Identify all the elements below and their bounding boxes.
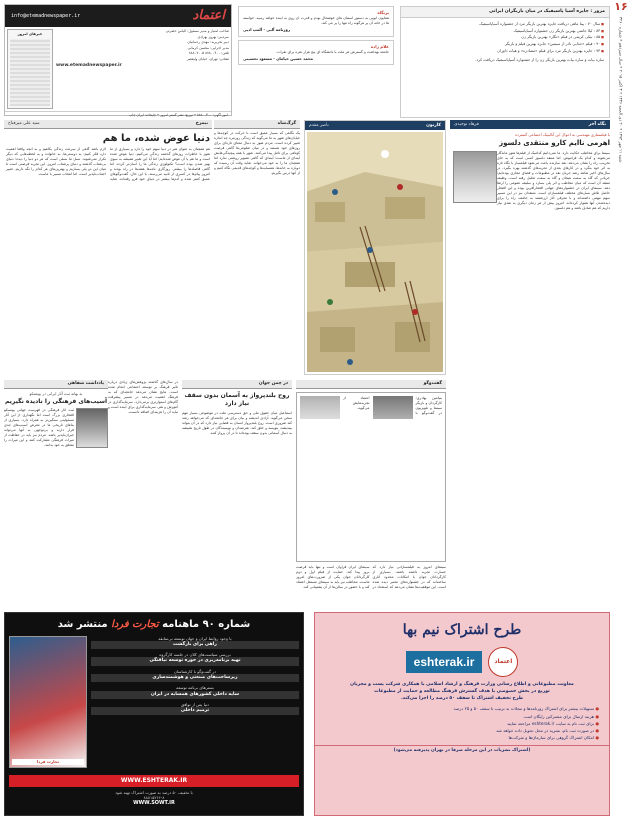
credit-line: تلفن: ۸۸۸۰۰۴۰۰ ۸۸۸۰۷۰۰۵: [188, 51, 229, 56]
front-page-thumbnail: [7, 29, 53, 109]
note-section: [4, 380, 108, 606]
interview-section: [296, 380, 446, 606]
article-headline: روح بلندپرواز به آسمان بدون سقف نیاز دارد: [184, 392, 290, 408]
magazine-brand: تجارت فردا: [111, 619, 159, 630]
list-item: دنیا پس از توافق ترمیم داخلی: [91, 702, 299, 716]
section-title: گفت‌وگو: [423, 381, 442, 387]
list-item: ■ ۸۳ : لیلا حاتمی بهترین بازیگر زن جشنواره آسیاپاسیفیک: [406, 28, 604, 33]
ad-title-suffix: منتشر شد: [57, 619, 108, 630]
awards-review-footer: ساره بیات و ساره بیات بهترین بازیگر زن را از جشنواره آسیاپاسیفیک دریافت کرد.: [475, 57, 604, 63]
news-box-source: روزنامه آلبی - آلمپ ادیی: [243, 27, 291, 33]
ad-line: توزیع در بخش خصوصی با هدف گسترش فرهنگ مطالعه و حمایت از مطبوعات: [374, 689, 550, 695]
list-item: بررسی سیاست‌های کلان در جلسه کارگروه تهیه برنامه‌ریزی در حوزه توسعه نیافتگی: [91, 652, 299, 666]
page-side-strip: [612, 0, 630, 300]
thumbnail-title: خبرهای امروز: [17, 32, 43, 36]
section-header: [305, 121, 445, 130]
ad-title: [5, 613, 303, 632]
list-item: ■ ۹۳ : جایزه بهترین بازیگر مرد برای فیلم «مصادره» و هیات داوران: [406, 48, 604, 53]
ad-website[interactable]: WWW.SOWT.IR: [133, 800, 175, 807]
article-text: ثبت آثار فرهنگی در فهرست جهانی یونسکو افتخاری بزرگ است اما نگهداری از این آثار مسئولیتی سنگین‌تر به همراه دارد. بسیاری از بناهای تاریخی ما در معرض آسیب‌های جدی قرار دارند و بی‌توجهی به آنها می‌تواند جبران‌ناپذیر باشد. مردم نیز باید در حفاظت از میراث فرهنگی مشارکت کنند و این میراث را متعلق به خود بدانند.: [4, 408, 74, 448]
cartoon-rooftops-illustration: [307, 132, 443, 372]
article-kicker: به بهانه ثبت آثار ایرانی در یونسکو: [29, 391, 83, 396]
magazine-cover-caption: تجارت فردا: [12, 759, 84, 764]
article-body: در سال‌های گذشته پژوهش‌های زیادی درباره تاثیر فرهنگ بر توسعه اجتماعی انجام شده است. نتایج نشان می‌دهد جامعه‌ای که به فرهنگ اهمیت می‌دهد در مسیر پیشرفت گام‌های استوارتری برمی‌دارد. سرمایه‌گذاری در آموزش و هنر، سرمایه‌گذاری برای آینده است و نباید آن را هزینه‌ای اضافه دانست.: [108, 380, 178, 415]
subscription-ad[interactable]: [314, 612, 610, 816]
section-header: [450, 120, 610, 129]
masthead-website[interactable]: www.etemadnewspaper.ir: [56, 63, 122, 69]
news-box-text: همایون ایوبی به دستور آسمان های خوشحال بودم و قدرت آن روی به آینده خواهد رسید. خواسته ها در خانه آن پر هرگونه راه تنها را پر می کند.: [243, 16, 389, 26]
awards-list: [401, 18, 609, 57]
page-number: ۱۶: [614, 0, 628, 13]
ad-domain-link[interactable]: eshterak.ir: [406, 651, 483, 673]
section-title: کارتون: [426, 122, 441, 128]
list-item: ■ سال ۷۰ : پیتا ماهی دریافت جایزه بهترین بازیگر مرد از جشنواره آسیاپاسیفیک: [406, 21, 604, 26]
section-header: [296, 380, 446, 389]
awards-review-box: [400, 6, 610, 118]
section-header: [4, 120, 212, 129]
masthead-logo-band: [5, 5, 231, 27]
masthead-credits: [56, 29, 229, 109]
cartoon-illustration: [307, 132, 443, 372]
ad-logo-box: [377, 646, 547, 678]
news-box-source: محمد حسین خیامان - مسعود تحسینی: [243, 56, 313, 61]
credit-line: دبیر تحریریه: مهدی رحمانیان: [187, 40, 229, 45]
section-author: ناصر مقدم: [309, 122, 329, 128]
ad-contact-line: با تخفیف ۵۰ درصد به صورت اشتراک تهیه شود: [115, 789, 193, 795]
list-item: ● امکان اشتراک گروهی برای سازمان‌ها و شرکت‌ها: [325, 735, 599, 741]
issue-info-vertical: شنبه ۱۱ مهر ۱۳۹۴ • ۲۰ ذی الحجه ۱۴۳۶ • ۳ اکتبر ۲۰۱۵ • سال سیزدهم • شماره ۳۲۶۰: [618, 16, 624, 163]
article-text: سینما برای مخاطب حکایت دارد. ما نمی‌دانیم کدامیک از فیلم‌ها هنوز ماندگار می‌شوند و کدام یک فراموش. اما منتقد دلسوز کسی است که به جای تخریب، راه را نشان می‌دهد. نقد سازنده باعث می‌شود فیلمساز با نگاه تازه به اثر خود بنگرد و در کارهای بعدی از تجربه‌های گذشته بهره بگیرد. در سال‌های اخیر شاهد رشد جریان نقد در مطبوعات و فضای مجازی بوده‌ایم؛ جریانی که گاه به سمت هیجان و گاه به سمت تحلیل رفته است. وظیفه منتقد آن است که میان مخاطب و اثر پلی بسازد و سلیقه عمومی را ارتقا دهد. سینمای ایران در جشنواره‌های جهانی افتخارآفرین بوده و این افتخار حاصل تلاش نسل‌های مختلف فیلمسازان است. منتقدان نیز در این مسیر سهم مهمی داشته‌اند و با معرفی آثار ارزشمند به جامعه، راه را برای دیده‌شدن آنها هموار کرده‌اند. امروز بیش از هر زمان دیگری به نقدی نیاز داریم که هم صادق باشد و هم دلسوز.: [497, 150, 610, 210]
column-middle: [214, 120, 300, 375]
ad-line: معاونت مطبوعاتی و اطلاع رسانی وزارت فرهنگ و ارشاد اسلامی با همکاری شرکت پست و مجریان: [350, 681, 574, 687]
ad-cta-link[interactable]: WWW.ESHTERAK.IR: [9, 775, 299, 787]
news-box-text: جامعه بهداشت و گسترش هر ملت با دانشگاه ای پنج هزار نفره برای نفرات.: [276, 49, 389, 54]
list-item: ● در صورت ثبت نام، نشریه در محل تحویل داده خواهد شد: [325, 728, 599, 734]
section-author: فرهاد توحیدی: [454, 121, 479, 127]
interview-card-text: بنیامین بهادری؛ کارگردان و بازیگر سینما و تلویزیون در گفت‌وگو با اعتماد از تجربه‌هایش می‌گوید.: [343, 396, 442, 416]
article-body: سینمای امروز به فیلمسازانی نیاز دارد که جسارت تجربه داشته باشند. بسیاری از کارگردانان جوان با امکانات محدود آثاری ساخته‌اند که در جشنواره‌های معتبر دیده شده است. این موفقیت‌ها نشان می‌دهد که استعداد در سینمای ایران فراوان است و تنها باید فرصت بروز پیدا کند. حمایت از فیلم اول و دوم کارگردانان جوان یکی از ضرورت‌های امروز ماست. مخاطب نیز باید به سینمای مستقل اعتماد کند و با حضور در سالن‌ها از آن پشتیبانی کند.: [296, 565, 446, 590]
ad-body: [5, 632, 303, 772]
ad-title: طرح اشتراک نیم بها: [402, 622, 522, 638]
list-item: ■ ۸۵ : نیکی کریمی در فیلم «نگار» بهترین بازیگر زن: [406, 34, 604, 39]
ad-title-prefix: شماره ۹۰ ماهنامه: [162, 619, 251, 630]
interview-card: [296, 392, 446, 562]
article-kicker: با فیلمسازی مهندسی به احوال این آنالیتیک اجتماعی گسترده: [515, 132, 610, 137]
awards-review-header: مرور : جایزه آسیا پاسیفیک در میان بازیگران ایرانی: [401, 7, 609, 18]
credit-line: مدیر اجرایی: محسن کرمانی: [187, 45, 229, 50]
credit-line: نشانی: تهران، خیابان ولیعصر: [186, 56, 229, 61]
article-body: یک نگاهی که بسیار عمیق است با حرکت در کوچه‌ها و خیابان‌های شهر به ما می‌گوید که زندگی روزمره چه اندازه تغییر کرده است. مردم هنوز به دنبال معنای تازه‌ای برای روزهای خود هستند و در میان شلوغی‌ها گاهی فرصت کوتاهی برای تامل پیدا می‌کنند. شهر با همه پیچیدگی‌هایش آینه‌ای از ماست؛ آینه‌ای که گاهی تصویر روشنی ندارد اما همچنان ما را به خود می‌خواند. شاید وقت آن رسیده که دوباره به خانه‌ها، همسایه‌ها و کوچه‌های قدیمی نگاه کنیم و از آنها درس بگیریم.: [214, 131, 300, 176]
ad-items: [91, 636, 299, 768]
ad-badge-logo: اعتماد: [488, 647, 518, 677]
article-headline: اهرمی ناایم کارو منتقدی دلسوز: [499, 139, 610, 148]
list-item: بسترهای برنامه توسعه سایه داخلی کشورهای همسایه در ایران: [91, 685, 299, 699]
magazine-cover: [9, 636, 87, 768]
news-box-kicker: غلام زاده: [370, 43, 389, 49]
cartoon-box: [304, 120, 446, 375]
author-portrait: [76, 408, 108, 448]
news-box: [238, 40, 394, 66]
news-boxes: [238, 6, 394, 118]
masthead: [4, 4, 232, 116]
ad-bullets: [325, 706, 599, 740]
masthead-body: [5, 27, 231, 111]
list-item: ● برای ثبت نام به سایت eshterak.ir مراجعه نمایید: [325, 721, 599, 727]
section-header: [4, 380, 108, 389]
list-item: ■ ۹۰ : فیلم «جدایی نادر از سیمین» جایزه بهترین فیلم و بازیگر: [406, 41, 604, 46]
section-author: سید علی میرفتاح: [8, 121, 40, 127]
author-portrait: [453, 151, 497, 203]
list-item: در گفت‌وگو با کارشناسان زیرساخت‌های صنعتی و هوشمند‌سازی: [91, 669, 299, 683]
news-box: [238, 6, 394, 37]
list-item: با وجود روابط ایران و جهان توسعه بی‌سابقه راهی برای بازگشت: [91, 636, 299, 650]
section-header: [182, 380, 292, 389]
credit-line: سردبیر: بهروز بهزادی: [197, 34, 229, 39]
column-profile: [4, 120, 212, 375]
section-header: [214, 120, 300, 129]
narrow-column: [108, 380, 178, 606]
magazine-ad[interactable]: [4, 612, 304, 816]
ad-phone: ۸۸۸۱۵۲۶۶-۸: [143, 794, 165, 800]
article-headline: آسیب‌های فرهنگی را نادیده نگیریم: [4, 398, 108, 406]
list-item: ● هزینه ارسال برای مشترکین رایگان است: [325, 714, 599, 720]
article-body: اسماعیل میان حقوق ملی و حق دسترسی ملت در موضوعی بسیار مهم سخن می‌گوید. آزادی اندیشه و بیان برای هر جامعه‌ای که می‌خواهد رشد کند ضروری است. روح بلندپرواز انسان به فضایی نیاز دارد که در آن بتواند بیندیشد، بنویسد و خلق کند. هنرمندان و نویسندگان در طول تاریخ همیشه به دنبال آسمانی بدون سقف بوده‌اند تا در آن پرواز کنند.: [182, 411, 292, 436]
ad-line: طرح تخفیف اشتراک تا سقف ۵۰ درصد را اجرا می‌کند.: [400, 696, 524, 702]
article-headline: دنیا عوض شده، ما هم: [102, 133, 210, 144]
newspaper-logo: اعتماد: [192, 8, 225, 24]
masthead-email[interactable]: info@etemadnewspaper.ir: [11, 12, 81, 19]
section-title: گرگ‌شاه: [277, 121, 296, 127]
section-title: نیمرخ: [195, 121, 208, 127]
thumbnail-photo: [10, 39, 50, 106]
ad-contact: [5, 790, 303, 808]
credit-line: صاحب امتیاز و مدیر مسئول: الیاس حضرتی: [165, 29, 229, 33]
article-body: [4, 408, 108, 578]
section-title: نگاه آخر: [588, 121, 606, 127]
masthead-footer: امور آگهی: ۸۸۸۰۰۴۰۰ • توزیع: نشر گستر امروز • چاپخانه: ایران چاپ: [5, 111, 231, 119]
article-body: هم همچنان به عنوان هنر در دنیا سهم خود را دارد و بسیاری از ما هنوز با خاطرات روزهای گذشته زندگی می‌کنیم. دنیا عوض شده است و ما هم با آن عوض شده‌ایم؛ اما آیا این تغییر همیشه به سوی بهتر شدن بوده است؟ تکنولوژی زندگی ما را آسان‌تر کرده، اما گاهی فاصله‌ها را بیشتر. روزگاری نامه‌ها هفته‌ها در راه بودند و امروز پیام‌ها در کسری از ثانیه می‌رسند. با این حال، گفت‌وگوهای عمیق کمتر شده و آدم‌ها بیشتر در دنیای خود فرو رفته‌اند. شاید لازم باشد گاهی از سرعت زندگی بکاهیم و به آنچه واقعا اهمیت دارد فکر کنیم: به دوستی‌ها، به خانواده و به لحظه‌هایی که دیگر تکرار نمی‌شوند. نسل ما نسلی است که هر دو دنیا را دیده؛ دنیای بی‌شتاب گذشته و دنیای پرشتاب امروز. این تجربه فرصتی است تا میان این دو پلی بسازیم و بهترین‌های هر کدام را نگه داریم. تغییر اجتناب‌ناپذیر است، اما انتخاب مسیر با ماست.: [6, 147, 210, 182]
section-title: یادداشت شفاهی: [67, 381, 104, 387]
ad-footer: (اشتراک نشریات در این مرحله صرفا در تهران پذیرفته می‌شود): [315, 745, 609, 754]
youth-section: [182, 380, 292, 606]
list-item: ● تسهیلات بیشتر برای اشتراک روزنامه‌ها و مجلات به ترتیب تا سقف ۵۰ و ۲۵ درصد: [325, 706, 599, 712]
section-title: در چمن جوان: [258, 381, 288, 387]
news-box-kicker: برنگاه: [377, 10, 389, 15]
